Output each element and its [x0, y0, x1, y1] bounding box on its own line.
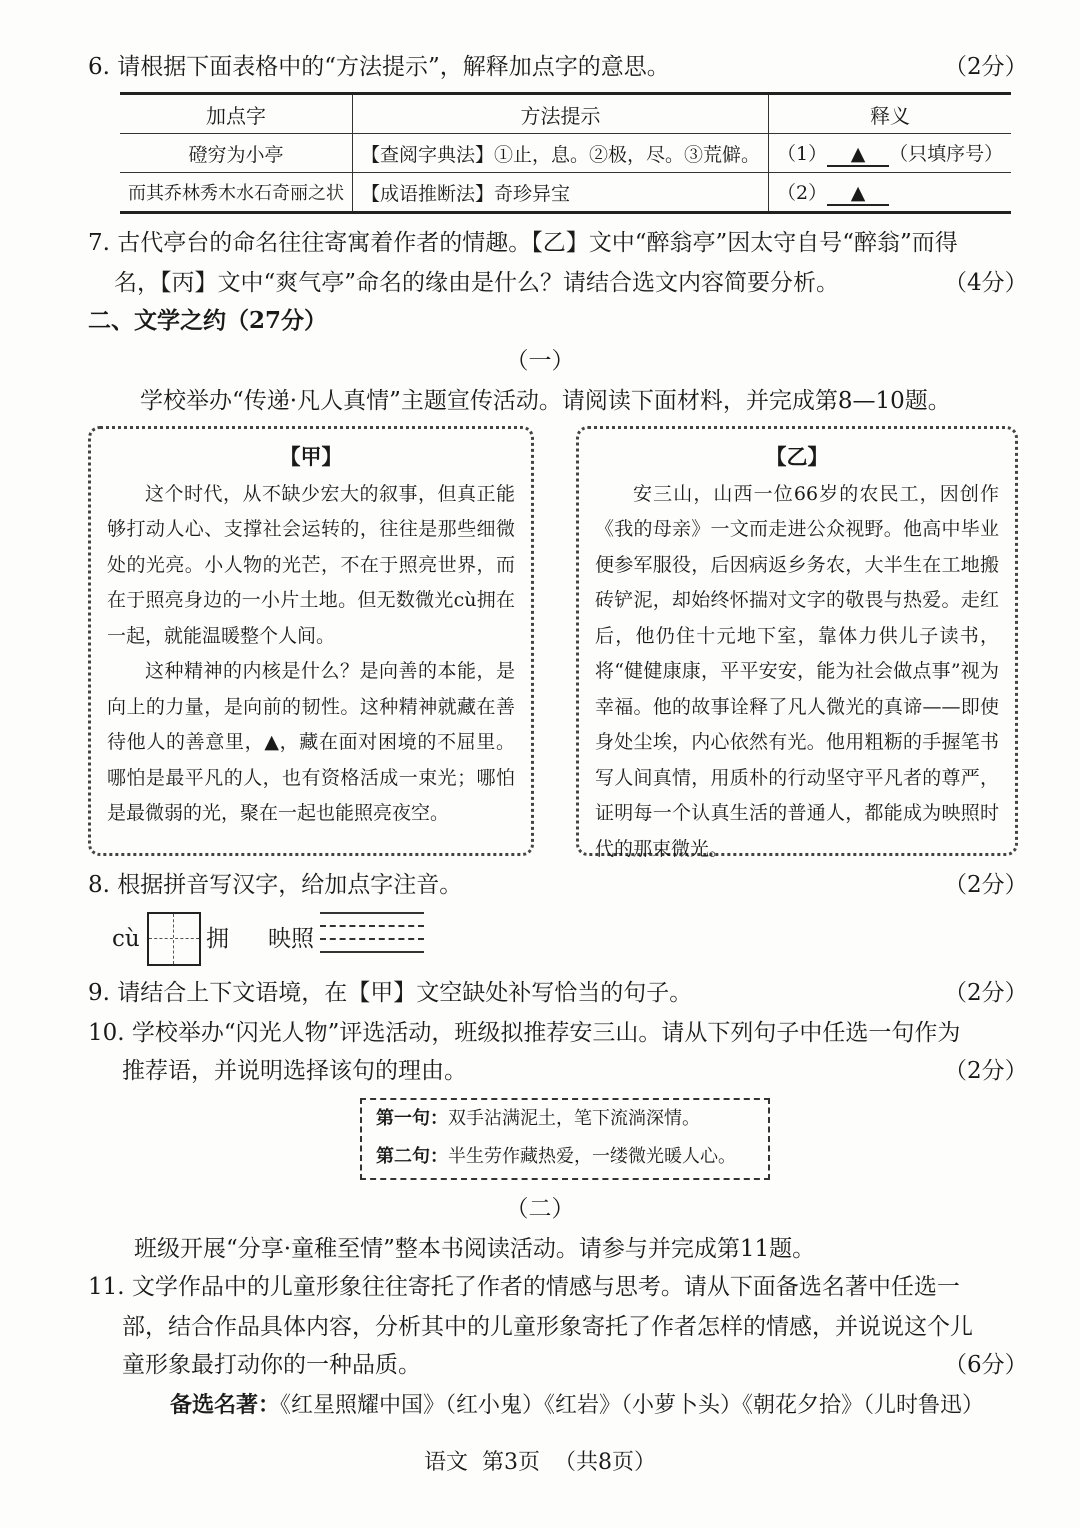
row2-word: 而其乔林秀木水石奇丽之状: [120, 173, 353, 213]
row1-word: 磴穷为小亭: [120, 134, 353, 173]
passage-jia-p2: 这种精神的内核是什么？是向善的本能，是向上的力量，是向前的韧性。这种精神就藏在善待他人的善意里，▲，藏在面对困境的不屈里。哪怕是最平凡的人，也有资格活成一束光；哪怕是最微弱的光，聚在一起也能照亮夜空。: [107, 660, 515, 824]
q6-score: （2分）: [944, 54, 1028, 80]
sentence-1: 第一句：双手沾满泥土，笔下流淌深情。: [376, 1108, 700, 1129]
q7-line2: 名，【丙】文中“爽气亭”命名的缘由是什么？请结合选文内容简要分析。: [114, 270, 840, 296]
passage-jia: [88, 426, 534, 856]
row2-method: 【成语推断法】奇珍异宝: [353, 173, 769, 213]
answer-note: （只填序号）: [889, 143, 1004, 165]
q8-pinyin: cù: [112, 926, 140, 952]
part2-title: （二）: [505, 1196, 575, 1222]
part1-title: （一）: [505, 348, 575, 374]
passage-jia-label: 【甲】: [279, 444, 343, 469]
q10-line1: 10. 学校举办“闪光人物”评选活动，班级拟推荐安三山。请从下列句子中任选一句作为: [88, 1020, 961, 1046]
passage-jia-p1: 这个时代，从不缺少宏大的叙事，但真正能够打动人心、支撑社会运转的，往往是那些细微处的光亮。小人物的光芒，不在于照亮世界，而在于照亮身边的一小片土地。但无数微光cù拥在一起，就能温暖整个人间。: [107, 482, 515, 647]
passage-yi: [576, 426, 1018, 860]
page-footer: 语文 第3页 （共8页）: [424, 1450, 656, 1475]
q8-word1-tail: 拥: [206, 926, 229, 952]
section2-title: 二、文学之约（27分）: [88, 307, 328, 334]
q9-score: （2分）: [944, 980, 1028, 1006]
q10-score: （2分）: [944, 1058, 1028, 1084]
passage-yi-label: 【乙】: [765, 444, 829, 469]
books-label: 备选名著：: [170, 1392, 281, 1418]
row1-method: 【查阅字典法】①止，息。②极，尽。③荒僻。: [353, 134, 769, 173]
answer-blank[interactable]: ▲: [827, 143, 889, 167]
row2-answer[interactable]: [769, 173, 1012, 213]
q8-word2: 映照: [268, 926, 314, 952]
hanzi-writing-grid[interactable]: [147, 912, 201, 966]
table-header-row: [120, 94, 1011, 134]
q8-prompt: 8. 根据拼音写汉字，给加点字注音。: [88, 872, 463, 898]
q11-books: [170, 1390, 984, 1421]
q6-prompt: 6. 请根据下面表格中的“方法提示”，解释加点字的意思。: [88, 54, 670, 80]
q11-line1: 11. 文学作品中的儿童形象往往寄托了作者的情感与思考。请从下面备选名著中任选一: [88, 1274, 960, 1300]
books-list: 《红星照耀中国》（红小鬼）《红岩》（小萝卜头）《朝花夕拾》（儿时鲁迅）: [280, 1393, 985, 1418]
q9-prompt: 9. 请结合上下文语境，在【甲】文空缺处补写恰当的句子。: [88, 980, 693, 1006]
q10-line2: 推荐语，并说明选择该句的理由。: [122, 1058, 467, 1084]
q6-table: [120, 92, 1011, 214]
header-answer: 释义: [769, 94, 1012, 134]
part1-intro: 学校举办“传递·凡人真情”主题宣传活动。请阅读下面材料，并完成第8—10题。: [140, 388, 951, 414]
sentence-2: 第二句：半生劳作藏热爱，一缕微光暖人心。: [376, 1146, 736, 1167]
recommendation-sentences-box: [360, 1098, 770, 1180]
part2-intro: 班级开展“分享·童稚至情”整本书阅读活动。请参与并完成第11题。: [134, 1236, 816, 1262]
passage-yi-p1: 安三山，山西一位66岁的农民工，因创作《我的母亲》一文而走进公众视野。他高中毕业便参军服役，后因病返乡务农，大半生在工地搬砖铲泥，却始终怀揣对文字的敬畏与热爱。走红后，他仍住十元地下室，靠体力供儿子读书，将“健健康康，平平安安，能为社会做点事”视为幸福。他的故事诠释了凡人微光的真谛——即使身处尘埃，内心依然有光。他用粗粝的手握笔书写人间真情，用质朴的行动坚守平凡者的尊严，证明每一个认真生活的普通人，都能成为映照时代的那束微光。: [595, 482, 999, 860]
q11-line2: 部，结合作品具体内容，分析其中的儿童形象寄托了作者怎样的情感，并说说这个儿: [122, 1314, 973, 1340]
q7-line1: 7. 古代亭台的命名往往寄寓着作者的情趣。【乙】文中“醉翁亭”因太守自号“醉翁”而得: [88, 230, 958, 256]
q11-score: （6分）: [944, 1352, 1028, 1378]
header-method: 方法提示: [353, 94, 769, 134]
header-word: 加点字: [120, 94, 353, 134]
q11-line3: 童形象最打动你的一种品质。: [122, 1352, 421, 1378]
row1-answer[interactable]: [769, 134, 1012, 173]
answer-prefix: （2）: [777, 182, 828, 204]
answer-blank[interactable]: ▲: [827, 182, 889, 206]
q7-score: （4分）: [944, 270, 1028, 296]
answer-prefix: （1）: [777, 143, 828, 165]
pinyin-writing-lines[interactable]: [320, 912, 424, 962]
table-row: [120, 173, 1011, 213]
table-row: [120, 134, 1011, 173]
q8-score: （2分）: [944, 872, 1028, 898]
